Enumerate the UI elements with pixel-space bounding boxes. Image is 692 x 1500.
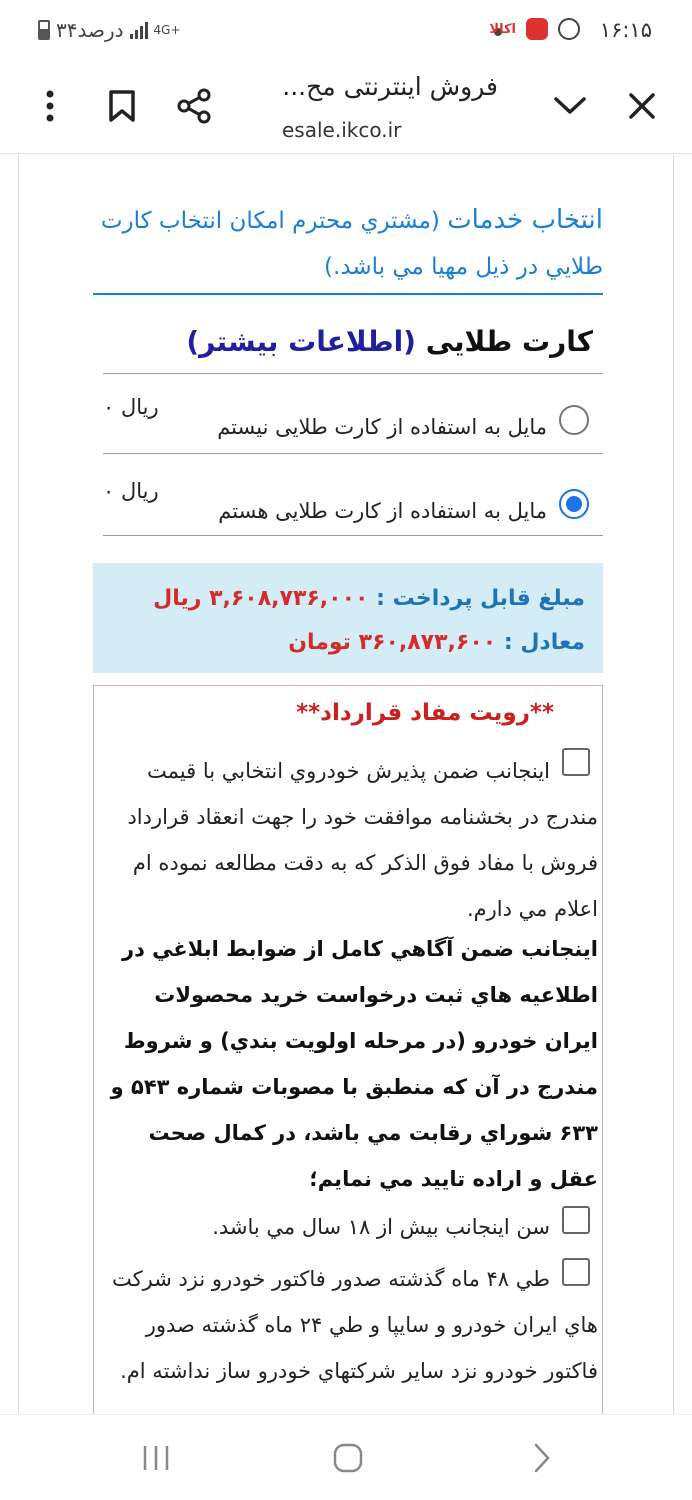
notice-text: اينجانب ضمن آگاهي كامل از ضوابط ابلاغي در اطلاعيه هاي ثبت درخواست خريد محصولات ايران خودرو (در مرحله اولويت بندي) و شروط مندرج در آن كه منطبق با مصوبات شماره ۵۴۳ و ۶۳۳ شوراي رقابت مي باشد، در كمال صحت عقل و اراده تاييد مي نمايم؛ <box>110 937 598 1191</box>
system-nav-bar <box>0 1414 692 1500</box>
divider <box>103 373 603 374</box>
home-button[interactable] <box>318 1433 378 1483</box>
browser-toolbar <box>0 64 692 154</box>
services-section <box>93 197 603 290</box>
expand-button[interactable] <box>542 78 598 134</box>
divider <box>103 535 603 536</box>
equivalent-value: ۳۶۰,۸۷۳,۶۰۰ تومان <box>288 630 497 655</box>
radio-button-selected[interactable] <box>559 489 589 519</box>
back-icon <box>532 1442 552 1474</box>
divider <box>93 293 603 295</box>
url-text[interactable]: esale.ikco.ir <box>282 118 402 142</box>
amount-value: ۳,۶۰۸,۷۳۶,۰۰۰ ریال <box>153 586 369 611</box>
services-heading: انتخاب خدمات <box>447 205 603 235</box>
gold-card-title <box>103 325 593 358</box>
contract-title: **رویت مفاد قرارداد** <box>296 700 554 726</box>
call-icon <box>558 18 580 40</box>
gold-card-option-yes[interactable] <box>103 479 603 559</box>
option-price: ۰ ریال <box>103 395 159 419</box>
amount-label: مبلغ قابل پرداخت : <box>376 586 585 611</box>
back-button[interactable] <box>512 1433 572 1483</box>
gold-card-option-no[interactable] <box>103 395 603 475</box>
share-button[interactable] <box>166 78 222 134</box>
menu-button[interactable] <box>22 78 78 134</box>
close-icon <box>628 92 656 120</box>
gold-card-label: کارت طلایی <box>425 325 593 358</box>
clause-price-text: اينجانب ضمن پذيرش خودروي انتخابي با قيمت مندرج در بخشنامه موافقت خود را جهت انعقاد قرارداد فروش با مفاد فوق الذكر كه به دقت مطالعه نموده ام اعلام مي دارم. <box>127 759 598 921</box>
recents-button[interactable] <box>126 1433 186 1483</box>
status-left <box>38 18 181 42</box>
app-badge: اکالا <box>489 21 516 37</box>
bookmark-button[interactable] <box>94 78 150 134</box>
clause-age-text: سن اينجانب بيش از ۱۸ سال مي باشد. <box>212 1215 550 1239</box>
services-note: (مشتري محترم امكان انتخاب كارت طلايي در ذيل مهيا مي باشد.) <box>100 208 603 280</box>
payment-amount-row <box>111 577 585 621</box>
radio-button[interactable] <box>559 405 589 435</box>
home-icon <box>333 1443 363 1473</box>
battery-level: ۳۴درصد <box>56 18 124 42</box>
option-price: ۰ ریال <box>103 479 159 503</box>
payment-summary <box>93 563 603 673</box>
more-vert-icon <box>45 89 55 123</box>
chevron-down-icon <box>553 96 587 116</box>
recents-icon <box>141 1443 171 1473</box>
clause-invoice-text: طي ۴۸ ماه گذشته صدور فاكتور خودرو نزد شركت هاي ايران خودرو و سايپا و طي ۲۴ ماه گذشته صدور فاكتور خودرو نزد ساير شركتهاي خودرو ساز نداشته ام. <box>111 1267 598 1383</box>
divider <box>103 453 603 454</box>
web-page <box>18 155 674 1415</box>
share-icon <box>176 88 212 124</box>
app-icon <box>526 18 548 40</box>
bookmark-icon <box>108 89 136 123</box>
close-button[interactable] <box>614 78 670 134</box>
status-bar <box>0 0 692 64</box>
contract-terms-box <box>93 685 603 1415</box>
equivalent-label: معادل : <box>503 630 585 655</box>
signal-icon <box>130 21 148 39</box>
network-type: 4G+ <box>153 23 181 37</box>
option-label: مایل به استفاده از کارت طلایی هستم <box>218 499 547 523</box>
more-info-link[interactable]: (اطلاعات بیشتر) <box>186 325 416 358</box>
clock: ۱۶:۱۵ <box>599 18 652 42</box>
status-app-icons <box>489 18 580 40</box>
tab-title[interactable]: فروش اینترنتی مح... <box>282 72 498 101</box>
payment-equivalent-row <box>111 621 585 665</box>
battery-icon <box>38 20 50 40</box>
option-label: مایل به استفاده از کارت طلایی نیستم <box>217 415 547 439</box>
